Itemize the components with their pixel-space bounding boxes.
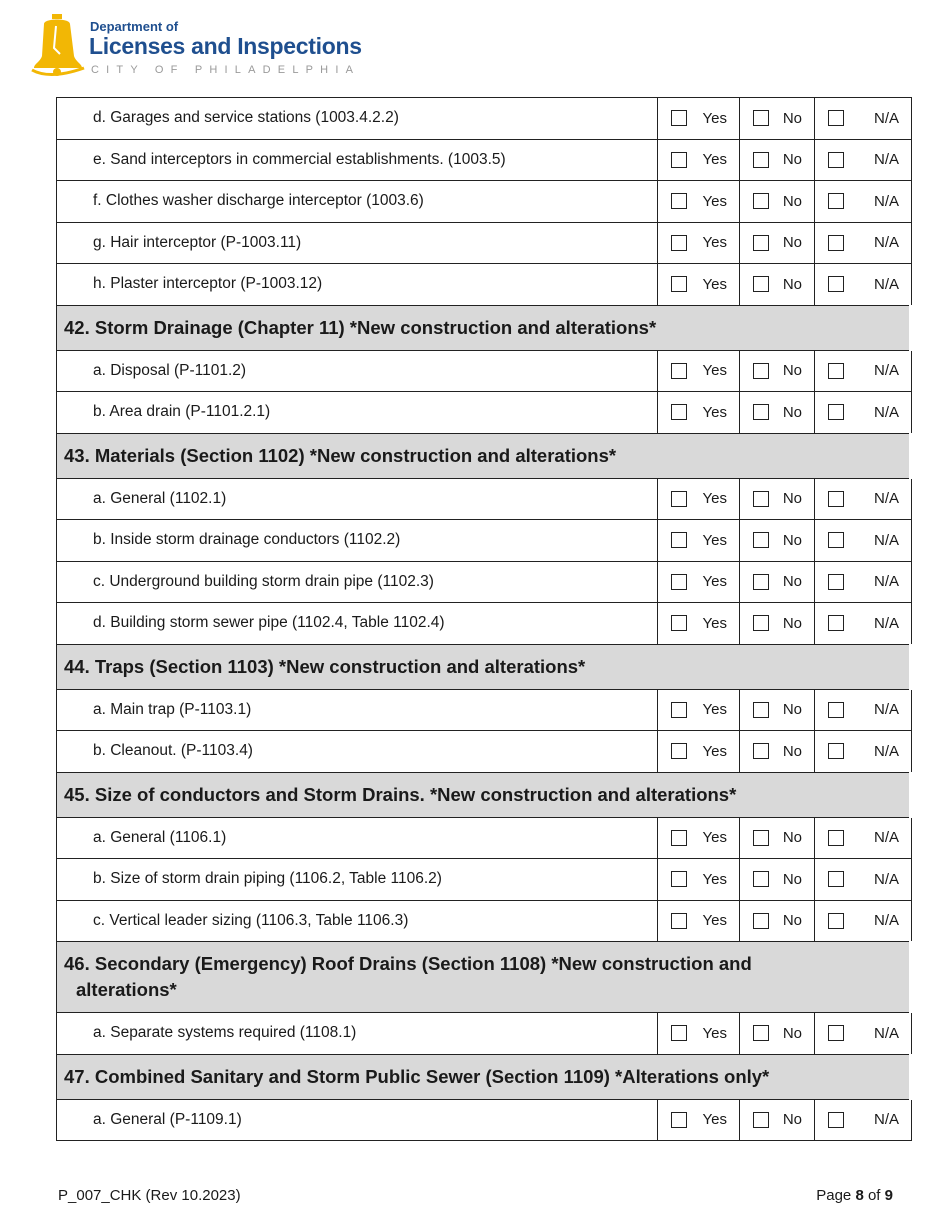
no-option: [740, 478, 815, 520]
checklist-row: [57, 264, 912, 306]
no-option: [740, 181, 815, 223]
na-checkbox[interactable]: [828, 152, 844, 168]
yes-label: Yes: [702, 742, 727, 760]
yes-option: [658, 181, 740, 223]
checklist-row: [57, 603, 912, 645]
yes-label: Yes: [702, 829, 727, 847]
yes-option: [658, 1099, 740, 1141]
no-label: No: [782, 1024, 802, 1042]
yes-label: Yes: [702, 234, 727, 252]
section-header-row: [57, 1054, 912, 1099]
yes-option: [658, 139, 740, 181]
no-checkbox[interactable]: [753, 110, 769, 126]
checklist-row: [57, 520, 912, 562]
checklist-row: [57, 139, 912, 181]
yes-checkbox[interactable]: [671, 702, 687, 718]
na-checkbox[interactable]: [828, 363, 844, 379]
no-option: [740, 731, 815, 773]
na-checkbox[interactable]: [828, 1025, 844, 1041]
no-checkbox[interactable]: [753, 363, 769, 379]
na-label: N/A: [873, 109, 899, 127]
yes-checkbox[interactable]: [671, 871, 687, 887]
no-label: No: [782, 490, 802, 508]
checklist-item-label: a. General (1106.1): [57, 817, 658, 859]
checklist-item-label: c. Vertical leader sizing (1106.3, Table 1106.3): [57, 900, 658, 942]
section-heading: [57, 942, 912, 1013]
na-label: N/A: [873, 742, 899, 760]
na-label: N/A: [873, 870, 899, 888]
no-label: No: [782, 403, 802, 421]
na-label: N/A: [873, 701, 899, 719]
checklist-item-label: a. Disposal (P-1101.2): [57, 350, 658, 392]
na-label: N/A: [873, 573, 899, 591]
no-label: No: [782, 912, 802, 930]
na-label: N/A: [873, 275, 899, 293]
no-option: [740, 392, 815, 434]
yes-option: [658, 561, 740, 603]
no-checkbox[interactable]: [753, 1112, 769, 1128]
dept-logo: [30, 10, 370, 80]
no-checkbox[interactable]: [753, 830, 769, 846]
na-checkbox[interactable]: [828, 702, 844, 718]
yes-label: Yes: [702, 490, 727, 508]
yes-option: [658, 98, 740, 140]
checklist-row: [57, 731, 912, 773]
yes-option: [658, 222, 740, 264]
no-checkbox[interactable]: [753, 193, 769, 209]
na-label: N/A: [873, 490, 899, 508]
no-option: [740, 520, 815, 562]
checklist-row: [57, 478, 912, 520]
na-option: [815, 900, 912, 942]
checklist-row: [57, 392, 912, 434]
na-label: N/A: [873, 1111, 899, 1129]
na-option: [815, 817, 912, 859]
yes-checkbox[interactable]: [671, 743, 687, 759]
no-option: [740, 350, 815, 392]
yes-checkbox[interactable]: [671, 1025, 687, 1041]
no-checkbox[interactable]: [753, 1025, 769, 1041]
yes-label: Yes: [702, 912, 727, 930]
yes-checkbox[interactable]: [671, 913, 687, 929]
city-line: CITY OF PHILADELPHIA: [91, 64, 361, 76]
section-heading: [57, 433, 912, 478]
checklist-item-label: d. Building storm sewer pipe (1102.4, Table 1102.4): [57, 603, 658, 645]
checklist-item-label: b. Area drain (P-1101.2.1): [57, 392, 658, 434]
no-label: No: [782, 531, 802, 549]
section-heading-text-cont: alterations*: [76, 979, 177, 1000]
na-label: N/A: [873, 151, 899, 169]
no-label: No: [782, 109, 802, 127]
na-label: N/A: [873, 234, 899, 252]
checklist-item-label: b. Cleanout. (P-1103.4): [57, 731, 658, 773]
section-header-row: [57, 942, 912, 1013]
section-header-row: [57, 772, 912, 817]
dept-name: Licenses and Inspections: [89, 33, 362, 59]
no-label: No: [782, 362, 802, 380]
yes-checkbox[interactable]: [671, 152, 687, 168]
na-label: N/A: [873, 912, 899, 930]
yes-option: [658, 689, 740, 731]
yes-option: [658, 731, 740, 773]
checklist-item-label: a. General (P-1109.1): [57, 1099, 658, 1141]
liberty-bell-icon: [30, 10, 90, 80]
na-option: [815, 264, 912, 306]
checklist-item-label: h. Plaster interceptor (P-1003.12): [57, 264, 658, 306]
checklist-item-label: b. Inside storm drainage conductors (1102.2): [57, 520, 658, 562]
yes-checkbox[interactable]: [671, 1112, 687, 1128]
no-option: [740, 900, 815, 942]
checklist-row: [57, 1099, 912, 1141]
na-label: N/A: [873, 531, 899, 549]
yes-label: Yes: [702, 362, 727, 380]
na-checkbox[interactable]: [828, 830, 844, 846]
na-label: N/A: [873, 1024, 899, 1042]
na-label: N/A: [873, 192, 899, 210]
no-checkbox[interactable]: [753, 404, 769, 420]
section-heading: [57, 772, 912, 817]
page-total: 9: [884, 1187, 893, 1204]
checklist-item-label: a. General (1102.1): [57, 478, 658, 520]
no-option: [740, 264, 815, 306]
no-option: [740, 859, 815, 901]
yes-checkbox[interactable]: [671, 830, 687, 846]
na-checkbox[interactable]: [828, 913, 844, 929]
checklist-row: [57, 900, 912, 942]
na-option: [815, 139, 912, 181]
na-option: [815, 478, 912, 520]
no-label: No: [782, 151, 802, 169]
na-option: [815, 859, 912, 901]
na-checkbox[interactable]: [828, 193, 844, 209]
no-option: [740, 603, 815, 645]
no-checkbox[interactable]: [753, 702, 769, 718]
no-checkbox[interactable]: [753, 913, 769, 929]
yes-label: Yes: [702, 614, 727, 632]
checklist-row: [57, 859, 912, 901]
na-checkbox[interactable]: [828, 743, 844, 759]
checklist-row: [57, 689, 912, 731]
na-label: N/A: [873, 362, 899, 380]
no-option: [740, 689, 815, 731]
na-option: [815, 1013, 912, 1055]
no-label: No: [782, 234, 802, 252]
no-option: [740, 817, 815, 859]
na-option: [815, 222, 912, 264]
na-option: [815, 98, 912, 140]
na-checkbox[interactable]: [828, 615, 844, 631]
no-checkbox[interactable]: [753, 491, 769, 507]
checklist-item-label: e. Sand interceptors in commercial establishments. (1003.5): [57, 139, 658, 181]
page-word: Page: [816, 1187, 852, 1204]
na-label: N/A: [873, 403, 899, 421]
checklist-row: [57, 561, 912, 603]
section-heading-text: 47. Combined Sanitary and Storm Public Sewer (Section 1109) *Alterations only*: [64, 1065, 770, 1087]
na-option: [815, 1099, 912, 1141]
yes-checkbox[interactable]: [671, 363, 687, 379]
yes-label: Yes: [702, 870, 727, 888]
checklist-row: [57, 181, 912, 223]
yes-checkbox[interactable]: [671, 615, 687, 631]
form-id: P_007_CHK (Rev 10.2023): [58, 1187, 241, 1204]
no-option: [740, 1013, 815, 1055]
no-label: No: [782, 829, 802, 847]
yes-label: Yes: [702, 275, 727, 293]
na-checkbox[interactable]: [828, 532, 844, 548]
yes-option: [658, 520, 740, 562]
na-option: [815, 561, 912, 603]
yes-label: Yes: [702, 1111, 727, 1129]
yes-option: [658, 478, 740, 520]
dept-line: Department of: [90, 19, 179, 34]
na-label: N/A: [873, 829, 899, 847]
no-checkbox[interactable]: [753, 871, 769, 887]
checklist-table: [56, 97, 914, 1141]
checklist-item-label: b. Size of storm drain piping (1106.2, Table 1106.2): [57, 859, 658, 901]
yes-checkbox[interactable]: [671, 404, 687, 420]
na-option: [815, 603, 912, 645]
na-option: [815, 731, 912, 773]
yes-option: [658, 1013, 740, 1055]
section-heading-text: 42. Storm Drainage (Chapter 11) *New construction and alterations*: [64, 316, 657, 338]
na-checkbox[interactable]: [828, 491, 844, 507]
yes-label: Yes: [702, 701, 727, 719]
no-label: No: [782, 275, 802, 293]
yes-label: Yes: [702, 151, 727, 169]
yes-option: [658, 859, 740, 901]
no-label: No: [782, 573, 802, 591]
checklist-row: [57, 222, 912, 264]
no-option: [740, 1099, 815, 1141]
checklist-row: [57, 350, 912, 392]
no-option: [740, 222, 815, 264]
na-checkbox[interactable]: [828, 276, 844, 292]
section-heading-text: 46. Secondary (Emergency) Roof Drains (Section 1108) *New construction and: [64, 953, 752, 974]
yes-label: Yes: [702, 192, 727, 210]
yes-label: Yes: [702, 403, 727, 421]
checklist-item-label: d. Garages and service stations (1003.4.2.2): [57, 98, 658, 140]
na-checkbox[interactable]: [828, 404, 844, 420]
checklist-item-label: f. Clothes washer discharge interceptor (1003.6): [57, 181, 658, 223]
no-checkbox[interactable]: [753, 152, 769, 168]
no-option: [740, 561, 815, 603]
yes-option: [658, 264, 740, 306]
no-checkbox[interactable]: [753, 235, 769, 251]
no-checkbox[interactable]: [753, 532, 769, 548]
section-heading-text: 44. Traps (Section 1103) *New construction and alterations*: [64, 655, 586, 677]
section-heading: [57, 305, 912, 350]
page-number: [816, 1187, 893, 1204]
section-header-row: [57, 305, 912, 350]
yes-label: Yes: [702, 1024, 727, 1042]
yes-checkbox[interactable]: [671, 574, 687, 590]
no-label: No: [782, 614, 802, 632]
yes-label: Yes: [702, 109, 727, 127]
checklist-row: [57, 1013, 912, 1055]
yes-option: [658, 350, 740, 392]
no-label: No: [782, 870, 802, 888]
page-current: 8: [855, 1187, 864, 1204]
checklist-item-label: a. Main trap (P-1103.1): [57, 689, 658, 731]
no-label: No: [782, 192, 802, 210]
yes-option: [658, 603, 740, 645]
yes-checkbox[interactable]: [671, 110, 687, 126]
na-label: N/A: [873, 614, 899, 632]
yes-checkbox[interactable]: [671, 193, 687, 209]
na-option: [815, 392, 912, 434]
checklist-row: [57, 817, 912, 859]
na-checkbox[interactable]: [828, 110, 844, 126]
section-heading-text: 45. Size of conductors and Storm Drains. *New construction and alterations*: [64, 783, 737, 805]
na-option: [815, 689, 912, 731]
checklist-item-label: g. Hair interceptor (P-1003.11): [57, 222, 658, 264]
section-heading: [57, 644, 912, 689]
no-checkbox[interactable]: [753, 615, 769, 631]
no-checkbox[interactable]: [753, 743, 769, 759]
yes-checkbox[interactable]: [671, 235, 687, 251]
no-label: No: [782, 1111, 802, 1129]
yes-option: [658, 392, 740, 434]
yes-checkbox[interactable]: [671, 532, 687, 548]
checklist-row: [57, 98, 912, 140]
yes-checkbox[interactable]: [671, 491, 687, 507]
na-checkbox[interactable]: [828, 871, 844, 887]
na-option: [815, 520, 912, 562]
na-checkbox[interactable]: [828, 574, 844, 590]
section-heading: [57, 1054, 912, 1099]
yes-option: [658, 817, 740, 859]
yes-label: Yes: [702, 573, 727, 591]
yes-checkbox[interactable]: [671, 276, 687, 292]
yes-option: [658, 900, 740, 942]
section-header-row: [57, 644, 912, 689]
no-option: [740, 98, 815, 140]
no-label: No: [782, 742, 802, 760]
checklist-item-label: a. Separate systems required (1108.1): [57, 1013, 658, 1055]
section-header-row: [57, 433, 912, 478]
section-heading-text: 43. Materials (Section 1102) *New construction and alterations*: [64, 444, 617, 466]
of-word: of: [867, 1187, 881, 1204]
no-label: No: [782, 701, 802, 719]
yes-label: Yes: [702, 531, 727, 549]
na-option: [815, 181, 912, 223]
no-checkbox[interactable]: [753, 574, 769, 590]
no-checkbox[interactable]: [753, 276, 769, 292]
na-checkbox[interactable]: [828, 1112, 844, 1128]
checklist-item-label: c. Underground building storm drain pipe (1102.3): [57, 561, 658, 603]
na-option: [815, 350, 912, 392]
no-option: [740, 139, 815, 181]
na-checkbox[interactable]: [828, 235, 844, 251]
